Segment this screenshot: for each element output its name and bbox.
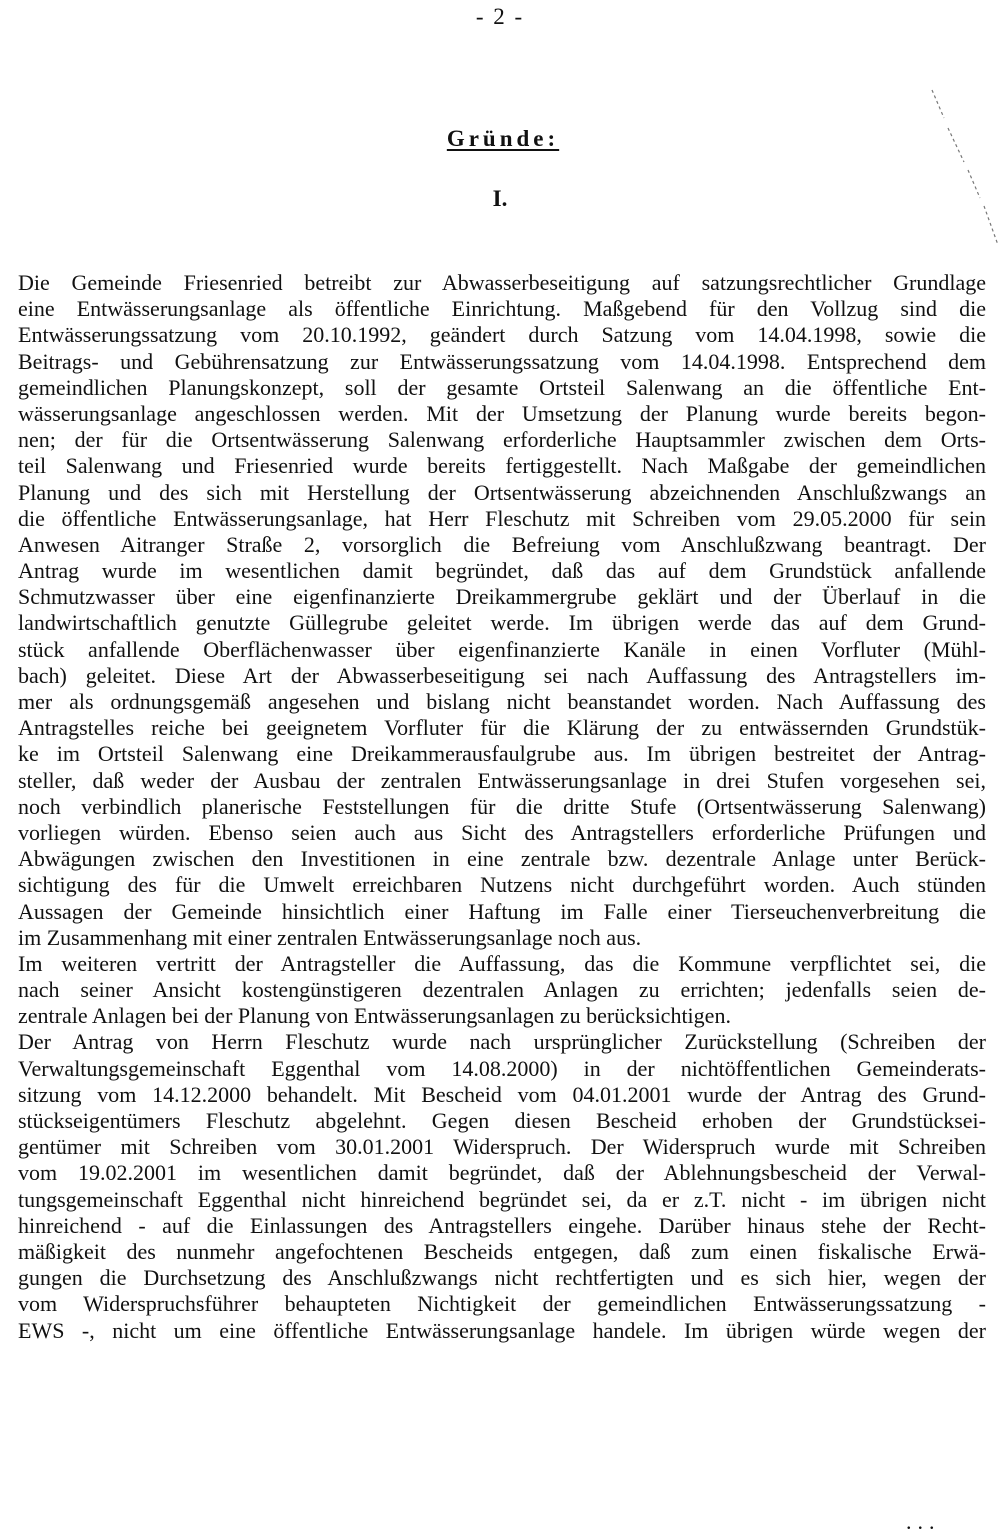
text-line: Schmutzwasser über eine eigenfinanzierte Dreikammergrube geklärt und der Überlauf in die	[18, 584, 986, 610]
text-line: ke im Ortsteil Salenwang eine Dreikammerausfaulgrube aus. Im übrigen bestreitet der Antrag-	[18, 741, 986, 767]
text-line: eine Entwässerungsanlage als öffentliche Einrichtung. Maßgebend für den Vollzug sind die	[18, 296, 986, 322]
text-line: sichtigung des für die Umwelt erreichbaren Nutzens nicht durchgeführt worden. Auch stünden	[18, 872, 986, 898]
text-line: Verwaltungsgemeinschaft Eggenthal vom 14.08.2000) in der nichtöffentlichen Gemeinderats-	[18, 1055, 986, 1081]
text-line: steller, daß weder der Ausbau der zentralen Entwässerungsanlage in drei Stufen vorgesehen sei,	[18, 767, 986, 793]
text-line: Entwässerungssatzung vom 20.10.1992, geändert durch Satzung vom 14.04.1998, sowie die	[18, 322, 986, 348]
text-line: teil Salenwang und Friesenried wurde bereits fertiggestellt. Nach Maßgabe der gemeindlichen	[18, 453, 986, 479]
text-line: tungsgemeinschaft Eggenthal nicht hinreichend begründet sei, da er z.T. nicht - im übrigen nicht	[18, 1186, 986, 1212]
section-heading: Gründe:	[446, 126, 560, 151]
text-line: gentümer mit Schreiben vom 30.01.2001 Widerspruch. Der Widerspruch wurde mit Schreiben	[18, 1134, 986, 1160]
text-line: Planung und des sich mit Herstellung der Ortsentwässerung abzeichnenden Anschlußzwangs an	[18, 479, 986, 505]
continuation-marker: ...	[906, 1509, 941, 1534]
text-line: bach) geleitet. Diese Art der Abwasserbeseitigung sei nach Auffassung des Antragstellers im-	[18, 662, 986, 688]
text-line: sitzung vom 14.12.2000 behandelt. Mit Bescheid vom 04.01.2001 wurde der Antrag des Grund-	[18, 1081, 986, 1107]
text-line: Beitrags- und Gebührensatzung zur Entwässerungssatzung vom 14.04.1998. Entsprechend dem	[18, 348, 986, 374]
text-line: Antrag wurde im wesentlichen damit begründet, daß das auf dem Grundstück anfallende	[18, 558, 986, 584]
text-line: Die Gemeinde Friesenried betreibt zur Abwasserbeseitigung auf satzungsrechtlicher Grundlage	[18, 270, 986, 295]
text-line: Abwägungen zwischen den Investitionen in eine zentrale bzw. dezentrale Anlage unter Berück-	[18, 846, 986, 872]
text-line: Aussagen der Gemeinde hinsichtlich einer Haftung im Falle einer Tierseuchenverbreitung die	[18, 898, 986, 924]
text-line: Im weiteren vertritt der Antragsteller die Auffassung, das die Kommune verpflichtet sei, die	[18, 950, 986, 976]
body-text	[18, 270, 986, 1344]
text-line: nen; der für die Ortsentwässerung Salenwang erforderliche Hauptsammler zwischen dem Orts-	[18, 427, 986, 453]
text-line: Anwesen Aitranger Straße 2, vorsorglich die Befreiung vom Anschlußzwang beantragt. Der	[18, 531, 986, 557]
text-line: Der Antrag von Herrn Fleschutz wurde nach ursprünglicher Zurückstellung (Schreiben der	[18, 1029, 986, 1055]
text-line: landwirtschaftlich genutzte Güllegrube geleitet werde. Im übrigen werde das auf dem Grund-	[18, 610, 986, 636]
text-line: Antragstelles reiche bei geeignetem Vorfluter für die Klärung der zu entwässernden Grundstük-	[18, 715, 986, 741]
text-line: mer als ordnungsgemäß angesehen und bislang nicht beanstandet worden. Nach Auffassung des	[18, 689, 986, 714]
text-line: vom 19.02.2001 im wesentlichen damit begründet, daß der Ablehnungsbescheid der Verwal-	[18, 1160, 986, 1186]
text-line: gungen die Durchsetzung des Anschlußzwangs nicht rechtfertigten und es sich hier, wegen der	[18, 1265, 986, 1291]
page-number: - 2 -	[475, 4, 525, 29]
text-line: stückseigentümers Fleschutz abgelehnt. Gegen diesen Bescheid erhoben der Grundstücksei-	[18, 1108, 986, 1133]
text-line: EWS -, nicht um eine öffentliche Entwässerungsanlage handele. Im übrigen würde wegen der	[18, 1317, 986, 1343]
text-line: mäßigkeit des nunmehr angefochtenen Bescheids entgegen, daß zum einen fiskalische Erwä-	[18, 1238, 986, 1264]
text-line: wässerungsanlage angeschlossen werden. Mit der Umsetzung der Planung wurde bereits begon-	[18, 400, 986, 426]
text-line: stück anfallende Oberflächenwasser über eigenfinanzierte Kanäle in einen Vorfluter (Mühl-	[18, 636, 986, 662]
text-line: zentrale Anlagen bei der Planung von Entwässerungsanlagen zu berücksichtigen.	[18, 1003, 731, 1029]
text-line: hinreichend - auf die Einlassungen des Antragstellers eingehe. Darüber hinaus stehe der Recht-	[18, 1212, 986, 1238]
text-line: nach seiner Ansicht kostengünstigeren dezentralen Anlagen zu errichten; jedenfalls seien de-	[18, 977, 986, 1003]
text-line: die öffentliche Entwässerungsanlage, hat Herr Fleschutz mit Schreiben vom 29.05.2000 für sein	[18, 505, 986, 531]
section-numeral: I.	[492, 186, 508, 211]
scan-artifact-line	[920, 80, 1000, 250]
text-line: noch verbindlich planerische Feststellungen für die dritte Stufe (Ortsentwässerung Salenwang)	[18, 793, 986, 819]
text-line: im Zusammenhang mit einer zentralen Entwässerungsanlage noch aus.	[18, 924, 642, 950]
text-line: vorliegen würden. Ebenso seien auch aus Sicht des Antragstellers erforderliche Prüfungen und	[18, 819, 986, 845]
text-line: vom Widerspruchsführer behaupteten Nichtigkeit der gemeindlichen Entwässerungssatzung -	[18, 1291, 986, 1317]
text-line: gemeindlichen Planungskonzept, soll der gesamte Ortsteil Salenwang an die öffentliche Ent-	[18, 374, 986, 400]
